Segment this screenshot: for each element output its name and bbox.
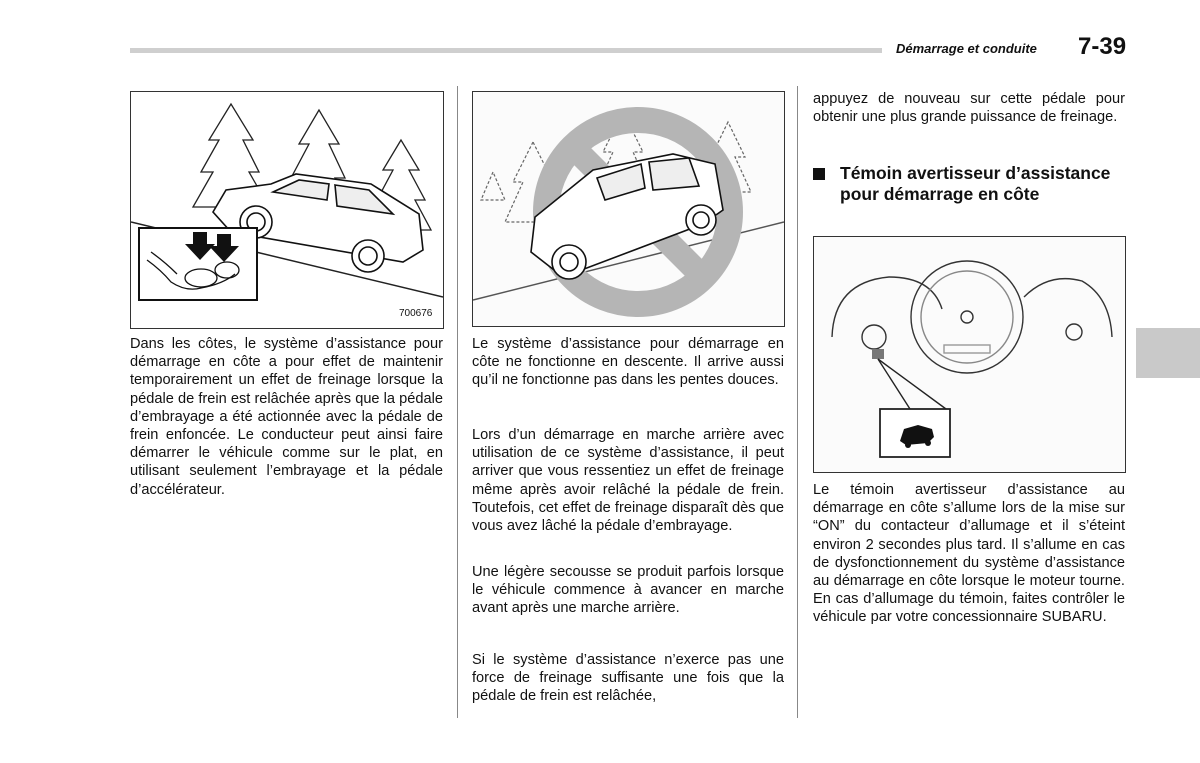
column2-paragraph-2: Lors d’un démarrage en marche arrière avec utilisation de ce système d’assistance, il peut arriver que vous ressentiez un effet de freinage même après avoir relâché la pédale de frein. Toutefois, cet effet de freinage disparaît dès que vous avez lâché la pédale d’embrayage.	[472, 427, 784, 535]
page-number: 7-39	[1078, 33, 1127, 60]
downhill-car-illustration	[473, 92, 784, 326]
right-gauge	[1024, 279, 1112, 337]
header-section-title: Démarrage et conduite	[896, 41, 1037, 56]
tachometer-icon	[862, 325, 886, 349]
figure-downhill-prohibited	[472, 91, 785, 327]
uphill-car-illustration	[131, 92, 443, 328]
section-heading	[813, 163, 1123, 205]
section-heading-text: Témoin avertisseur d’assistance pour démarrage en côte	[840, 163, 1111, 204]
column2-paragraph-1: Le système d’assistance pour démarrage en côte ne fonctionne en descente. Il arrive aussi qu’il ne fonctionne pas dans les pentes douces.	[472, 336, 784, 389]
speedometer-icon	[911, 261, 1023, 373]
header-rule	[130, 48, 882, 53]
column3-paragraph: Le témoin avertisseur d’assistance au démarrage en côte s’allume lors de la mise sur “ON” du contacteur d’allumage et il s’éteint environ 2 secondes plus tard. Il s’allume en cas de dysfonctionnement du système d’assistance au démarrage en côte lorsque le moteur tourne. En cas d’allumage du témoin, faites contrôler le véhicule par votre concessionnaire SUBARU.	[813, 482, 1125, 626]
column2-paragraph-3: Une légère secousse se produit parfois lorsque le véhicule commence à avancer en marche avant après une marche arrière.	[472, 564, 784, 617]
chapter-side-tab	[1136, 328, 1200, 378]
column3-continuation: appuyez de nouveau sur cette pédale pour obtenir une plus grande puissance de freinage.	[813, 91, 1125, 126]
instrument-cluster-illustration	[814, 237, 1125, 472]
figure-uphill-car	[130, 91, 444, 329]
left-gauge	[832, 277, 942, 337]
column-divider-left	[457, 86, 458, 718]
column2-paragraph-4: Si le système d’assistance n’exerce pas une force de freinage suffisante une fois que la pédale de frein est relâchée,	[472, 652, 784, 705]
figure-instrument-cluster	[813, 236, 1126, 473]
figure-number: 700676	[399, 308, 433, 319]
column1-paragraph-1: Dans les côtes, le système d’assistance pour démarrage en côte a pour effet de maintenir temporairement un effet de freinage lorsque la pédale de frein est relâchée après que la pédale d’embrayage a été actionnée avec la pédale de frein enfoncée. Le conducteur peut ainsi faire démarrer le véhicule comme sur le plat, en utilisant seulement l’embrayage et la pédale d’accélérateur.	[130, 336, 443, 498]
column-divider-right	[797, 86, 798, 718]
heading-bullet-icon	[813, 168, 825, 180]
